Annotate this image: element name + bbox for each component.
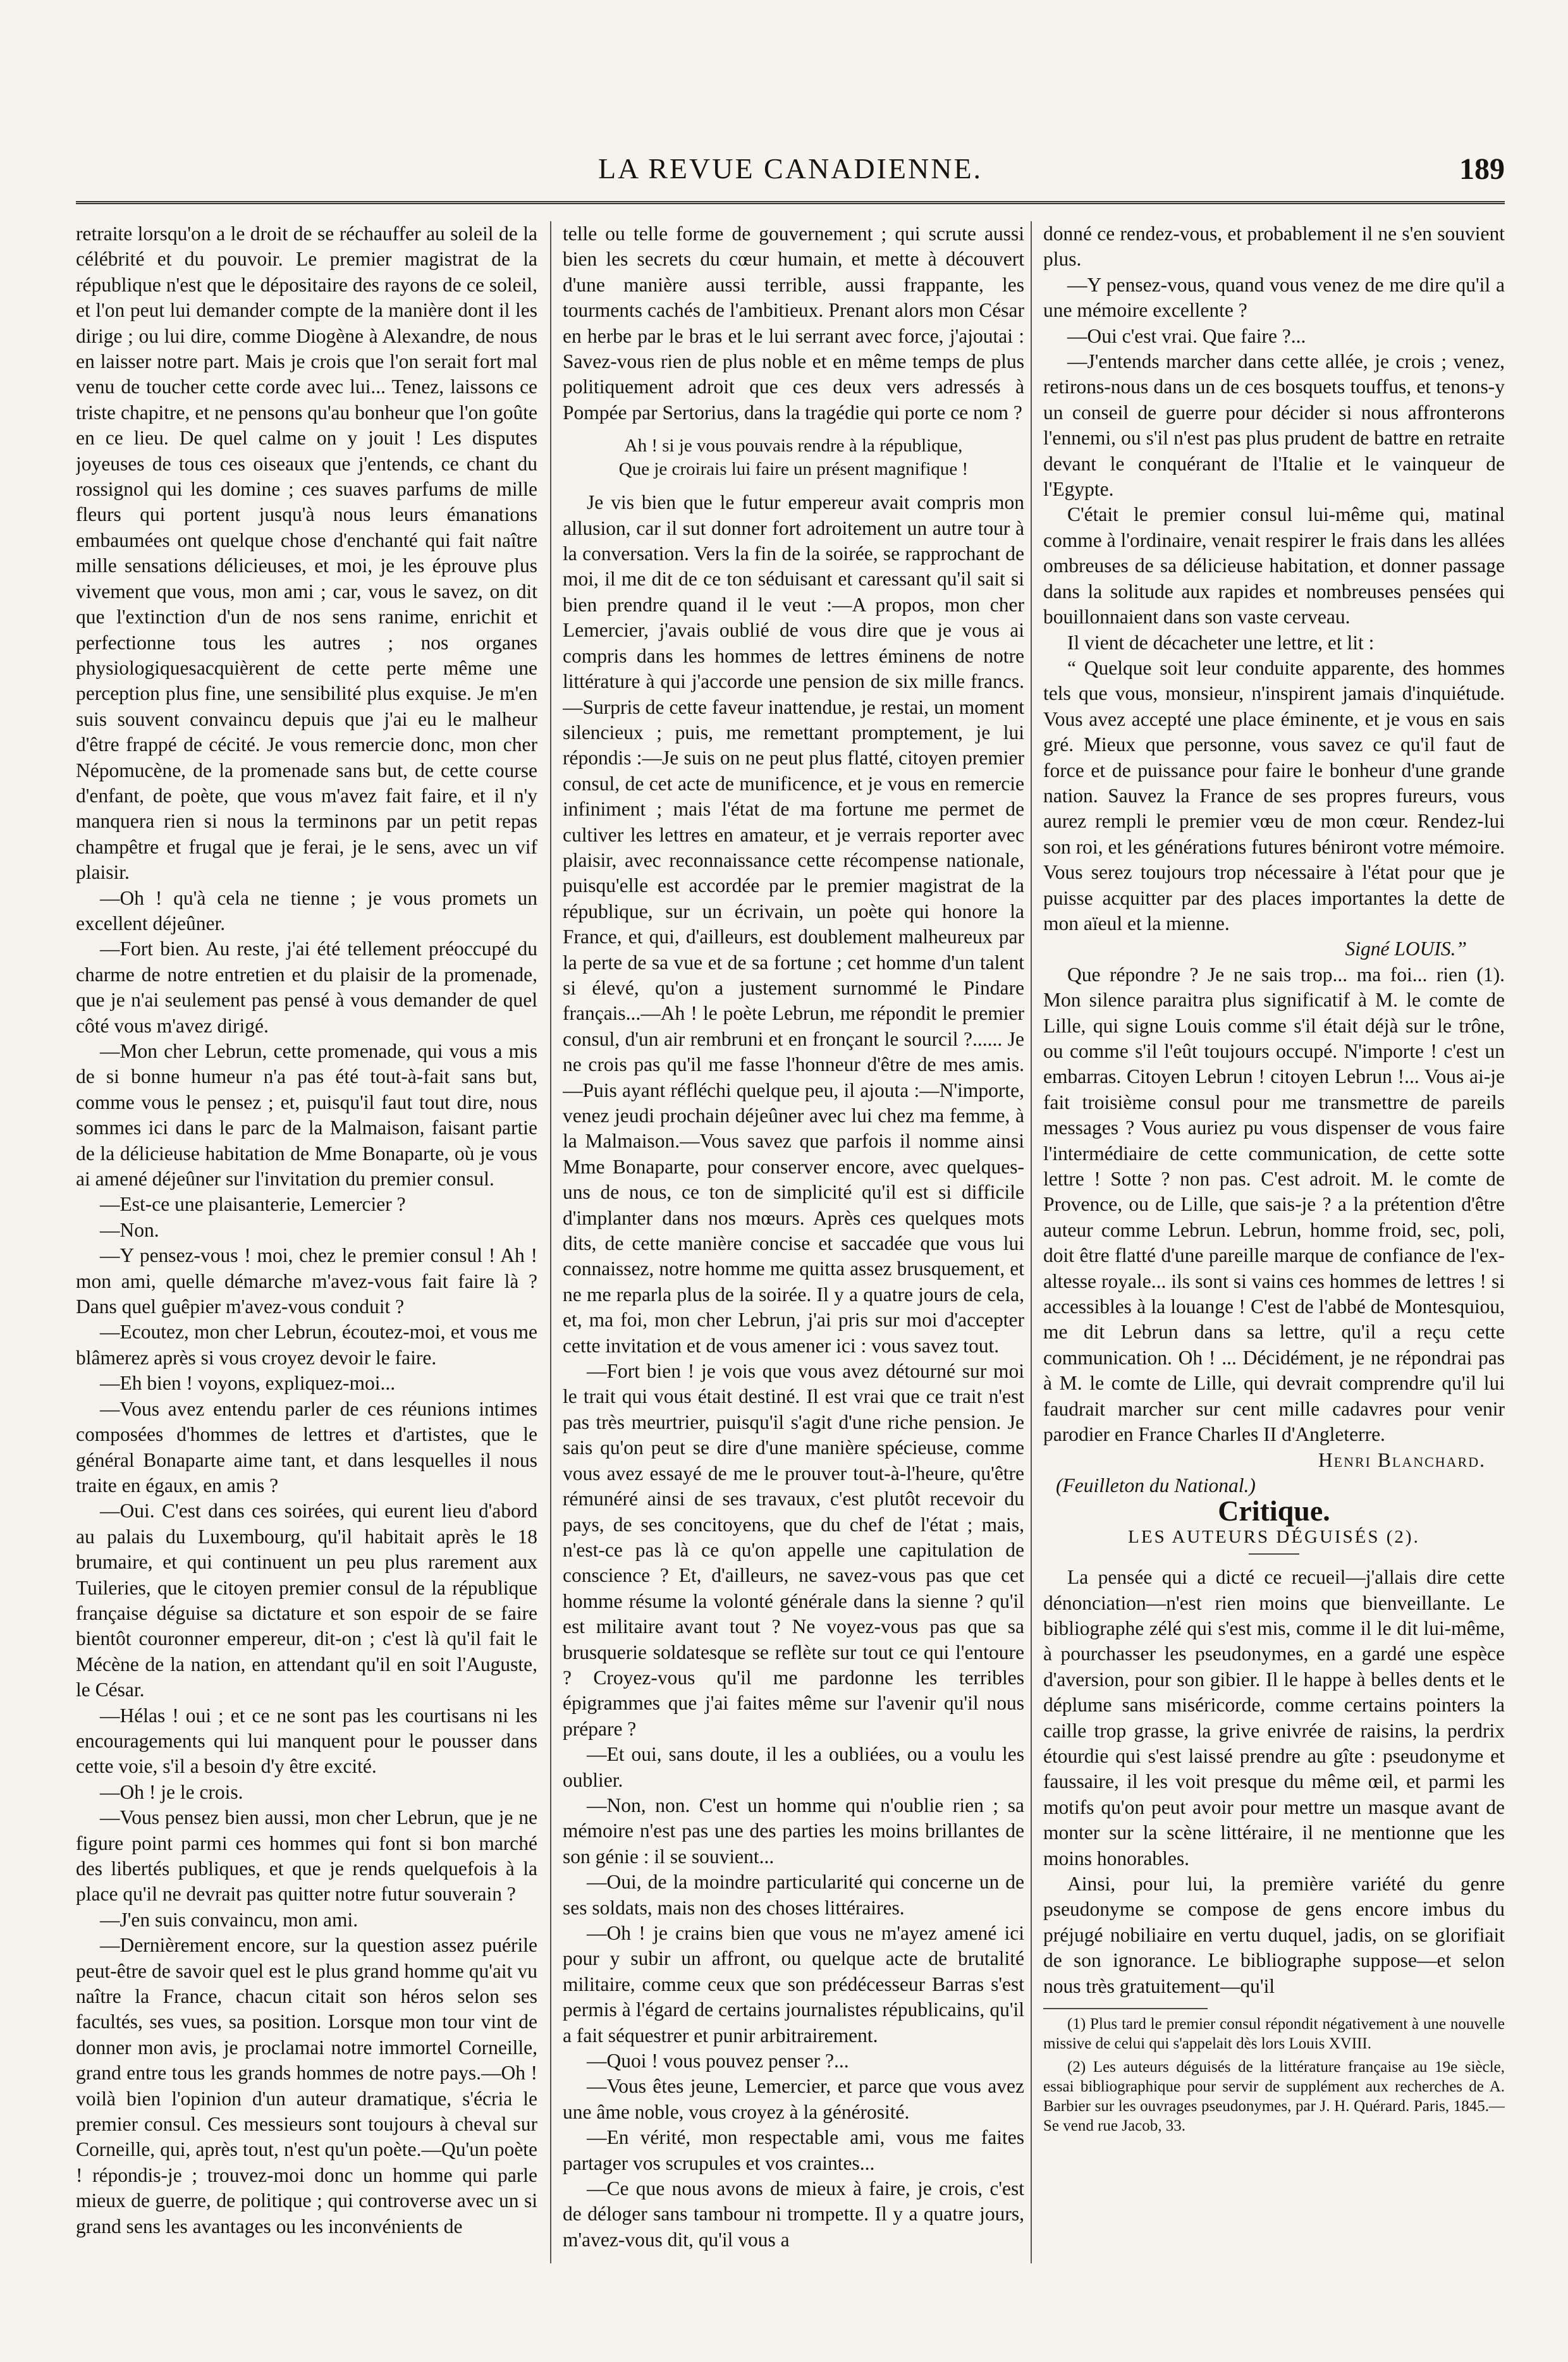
- column-1: [76, 221, 537, 2263]
- paragraph: —Ce que nous avons de mieux à faire, je crois, c'est de déloger sans tambour ni trompette. Il y a quatre jours, m'avez-vous dit, qu'il vous a: [563, 2177, 1024, 2251]
- paragraph: Ainsi, pour lui, la première variété du genre pseudonyme se compose de gens encore imbus du préjugé nobiliaire en vertu duquel, jadis, on se glorifiait de son ignorance. Le bibliographe suppose—et selon nous très gratuitement—qu'il: [1043, 1873, 1505, 1997]
- running-header: [76, 152, 1505, 202]
- paragraph: —Oh ! je le crois.: [100, 1780, 243, 1803]
- paragraph: Il vient de décacheter une lettre, et lit :: [1067, 631, 1375, 654]
- paragraph: La pensée qui a dicté ce recueil—j'allais dire cette dénonciation—n'est rien moins que bienveillante. Le bibliographe zélé qui s'est mis, comme il le dit lui-même, à pourchasser les pseudonymes, en a gardé une espèce d'aversion, pour son gibier. Il le happe à belles dents et le déplume sans miséricorde, comme certains pointers la caille trop grasse, la grive enivrée de raisins, la perdrix étourdie qui s'est laissé prendre au gîte : pseudonyme et faussaire, il les voit presque du même œil, et parmi les motifs qu'on peut avoir pour mettre un masque avant de monter sur la scène littéraire, il ne mentionne que les moins honorables.: [1043, 1566, 1505, 1869]
- paragraph: Je vis bien que le futur empereur avait compris mon allusion, car il sut donner fort adroitement un autre tour à la conversation. Vers la fin de la soirée, se rapprochant de moi, il me dit de ce ton séduisant et caressant qu'il sait si bien prendre quand il le veut :—A propos, mon cher Lemercier, j'avais oublié de vous dire que je vous ai compris dans les hommes de lettres éminens de notre littérature à qui j'accorde une pension de six mille francs.—Surpris de cette faveur inattendue, je restai, un moment silencieux ; puis, me remettant promptement, je lui répondis :—Je suis on ne peut plus flatté, citoyen premier consul, de cet acte de munificence, et je vous en remercie infiniment ; mais l'état de ma fortune me permet de cultiver les lettres en amateur, et je verrais reporter avec plaisir, avec reconnaissance cette récompense nationale, puisqu'elle est accordée par le premier magistrat de la république, sur un écrivain, un poète qui honore la France, et qui, d'ailleurs, est doublement malheureux par la perte de sa vue et de sa fortune ; cet homme d'un talent si élevé, qu'on a justement surnommé le Pindare français...—Ah ! le poète Lebrun, me répondit le premier consul, d'un air rembruni et en fronçant le sourcil ?...... Je ne crois pas qu'il me fasse l'honneur d'être de mes amis.—Puis ayant réfléchi quelque peu, il ajouta :—N'importe, venez jeudi prochain déjeûner avec lui chez ma femme, à la Malmaison.—Vous savez que parfois il nomme ainsi Mme Bonaparte, pour conserver encore, avec quelques-uns de nous, ce ton de simplicité qu'il est si difficile d'implanter dans nos mœurs. Après ces quelques mots dits, de cette manière concise et saccadée que vous lui connaissez, notre homme me quitta assez brusquement, et ne me reparla plus de la soirée. Il y a quatre jours de cela, et, ma foi, mon cher Lebrun, j'ai pris sur moi d'accepter cette invitation et de vous amener ici : vous savez tout.: [563, 491, 1024, 1357]
- column-2-text-after-verse: [563, 490, 1024, 2253]
- paragraph: donné ce rendez-vous, et probablement il ne s'en souvient plus.: [1043, 223, 1505, 271]
- paragraph: —Dernièrement encore, sur la question assez puérile peut-être de savoir quel est le plus grand homme qu'ait vu naître la France, chacun citait son héros selon ses facultés, ses vues, sa position. Lorsque mon tour vint de donner mon avis, je proclamai notre immortel Corneille, grand entre tous les grands hommes de notre pays.—Oh ! voilà bien l'opinion d'un auteur dramatique, s'écria le premier consul. Ces messieurs sont toujours à cheval sur Corneille, qui, après tout, n'est qu'un poète.—Qu'un poète ! répondis-je ; trouvez-moi donc un homme qui parle mieux de guerre, de politique ; qui controverse avec un si grand sens les avantages ou les inconvénients de: [76, 1934, 537, 2237]
- paragraph: —Oui, de la moindre particularité qui concerne un de ses soldats, mais non des choses littéraires.: [563, 1871, 1024, 1919]
- paragraph: —Hélas ! oui ; et ce ne sont pas les courtisans ni les encouragements qui lui manquent pour le pousser dans cette voie, s'il a besoin d'y être excité.: [76, 1704, 537, 1778]
- page-number: 189: [1459, 152, 1505, 186]
- journal-title: LA REVUE CANADIENNE.: [597, 152, 983, 185]
- paragraph: —J'entends marcher dans cette allée, je crois ; venez, retirons-nous dans un de ces bosquets touffus, et tenons-y un conseil de guerre pour décider si nous affronterons l'ennemi, ou s'il n'est pas plus prudent de battre en retraite devant le conquérant de l'Italie et le vainqueur de l'Egypte.: [1043, 350, 1505, 501]
- header-rule: [76, 201, 1505, 204]
- article-author: Henri Blanchard.: [1318, 1448, 1486, 1471]
- paragraph: —Fort bien. Au reste, j'ai été tellement préoccupé du charme de notre entretien et du plaisir de la promenade, que je n'ai seulement pas pensé à vous demander de quel côté vous m'avez dirigé.: [76, 938, 537, 1037]
- paragraph: —Quoi ! vous pouvez penser ?...: [587, 2050, 849, 2072]
- paragraph: —Est-ce une plaisanterie, Lemercier ?: [100, 1193, 406, 1216]
- article-source: (Feuilleton du National.): [1056, 1474, 1256, 1496]
- verse-line: Que je croirais lui faire un présent magnifique !: [618, 459, 969, 480]
- paragraph: —Et oui, sans doute, il les a oubliées, ou a voulu les oublier.: [563, 1743, 1024, 1791]
- column-divider-1: [550, 221, 551, 2263]
- verse-line: Ah ! si je vous pouvais rendre à la république,: [624, 436, 963, 456]
- page: [76, 0, 1505, 2362]
- paragraph: —Vous êtes jeune, Lemercier, et parce que vous avez une âme noble, vous croyez à la générosité.: [563, 2075, 1024, 2123]
- paragraph: —Oui. C'est dans ces soirées, qui eurent lieu d'abord au palais du Luxembourg, qu'il habitait après le 18 brumaire, et qui continuent un peu plus rarement aux Tuileries, que le citoyen premier consul de la république française déguise sa dictature et son espoir de se faire bientôt couronner empereur, dit-on ; c'est là qu'il fait le Mécène de la nation, en attendant qu'il en soit l'Auguste, le César.: [76, 1500, 537, 1701]
- column-3: [1043, 221, 1505, 2263]
- paragraph: —Non, non. C'est un homme qui n'oublie rien ; sa mémoire n'est pas une des parties les moins brillantes de son génie : il se souvient...: [563, 1794, 1024, 1868]
- paragraph: —Vous avez entendu parler de ces réunions intimes composées d'hommes de lettres et d'artistes, que le général Bonaparte aime tant, et dans lesquelles il nous traite en égaux, en amis ?: [76, 1397, 537, 1496]
- critique-text: [1043, 1565, 1505, 1999]
- paragraph: —Fort bien ! je vois que vous avez détourné sur moi le trait qui vous était destiné. Il est vrai que ce trait n'est pas très meurtrier, puisqu'il s'agit d'une riche pension. Je sais qu'on peut se dire d'une manière spécieuse, comme vous avez essayé de me le prouver tout-à-l'heure, qu'être rémunéré ainsi de ses travaux, c'est plutôt recevoir du pays, de ses concitoyens, que du chef de l'état ; mais, n'est-ce pas là ce qu'on appelle une capitulation de conscience ? Et, d'ailleurs, ne savez-vous pas que cet homme résume la volonté générale dans la sienne ? qu'il est militaire avant tout ? Ne voyez-vous pas que sa brusquerie soldatesque se reflète sur tout ce qui l'entoure ? Croyez-vous qu'il me pardonne les terribles épigrammes que j'ai faites même sur l'avenir qu'il nous prépare ?: [563, 1360, 1024, 1740]
- paragraph: C'était le premier consul lui-même qui, matinal comme à l'ordinaire, venait respirer le frais dans les allées ombreuses de sa délicieuse habitation, et donner passage dans la solitude aux rapides et nombreuses pensées qui bouillonnaient dans son vaste cerveau.: [1043, 503, 1505, 628]
- paragraph: —Eh bien ! voyons, expliquez-moi...: [100, 1372, 396, 1395]
- paragraph: —Vous pensez bien aussi, mon cher Lebrun, que je ne figure point parmi ces hommes qui font si bon marché des libertés publiques, et que je rends quelquefois à la place qu'il ne devrait pas quitter notre futur souverain ?: [76, 1806, 537, 1906]
- column-2: [563, 221, 1024, 2263]
- paragraph: —En vérité, mon respectable ami, vous me faites partager vos scrupules et vos craintes...: [563, 2126, 1024, 2174]
- paragraph: “ Quelque soit leur conduite apparente, des hommes tels que vous, monsieur, n'inspirent jamais d'inquiétude. Vous avez accepté une place éminente, et je vous en sais gré. Mieux que personne, vous savez ce qu'il faut de force et de puissance pour faire le bonheur d'une grande nation. Sauvez la France de ses propres fureurs, vous aurez rempli le premier vœu de mon cœur. Rendez-lui son roi, et les générations futures béniront votre mémoire. Vous serez toujours trop nécessaire à l'état pour que je puisse acquitter par des places importantes la dette de mon aïeul et la mienne.: [1043, 656, 1505, 934]
- column-3-text-2: [1043, 962, 1505, 1448]
- column-3-text: [1043, 221, 1505, 936]
- section-title: Critique.: [1218, 1495, 1330, 1527]
- paragraph: —Oh ! je crains bien que vous ne m'ayez amené ici pour y subir un affront, ou quelque acte de brutalité militaire, comme ceux que son prédécesseur Barras s'est permis à l'égard de certains journalistes républicains, qu'il a fait séquestrer et punir arbitrairement.: [563, 1922, 1024, 2047]
- footnote: (2) Les auteurs déguisés de la littérature française au 19e siècle, essai bibliographique pour servir de supplément aux recherches de A. Barbier sur les ouvrages pseudonymes, par J. H. Quérard. Paris, 1845.—Se vend rue Jacob, 33.: [1043, 2059, 1505, 2135]
- paragraph: —Y pensez-vous, quand vous venez de me dire qu'il a une mémoire excellente ?: [1043, 273, 1505, 322]
- paragraph: —Ecoutez, mon cher Lebrun, écoutez-moi, et vous me blâmerez après si vous croyez devoir le faire.: [76, 1321, 537, 1369]
- paragraph: telle ou telle forme de gouvernement ; qui scrute aussi bien les secrets du cœur humain, et mette à découvert d'une manière aussi terrible, aussi frappante, les tourments cachés de l'ambitieux. Prenant alors mon César en herbe par le bras et le lui serrant avec force, j'ajoutai : Savez-vous rien de plus noble et en même temps de plus politiquement adroit que ces deux vers adressés à Pompée par Sertorius, dans la tragédie qui porte ce nom ?: [563, 223, 1024, 424]
- footnote: (1) Plus tard le premier consul répondit négativement à une nouvelle missive de celui qui s'appelait dès lors Louis XVIII.: [1043, 2016, 1505, 2053]
- paragraph: —Oh ! qu'à cela ne tienne ; je vous promets un excellent déjeûner.: [76, 886, 537, 934]
- paragraph: —Y pensez-vous ! moi, chez le premier consul ! Ah ! mon ami, quelle démarche m'avez-vous fait faire là ? Dans quel guêpier m'avez-vous conduit ?: [76, 1244, 537, 1318]
- verse-quote: [563, 434, 1024, 481]
- paragraph: Que répondre ? Je ne sais trop... ma foi... rien (1). Mon silence paraitra plus significatif à M. le comte de Lille, qui signe Louis comme s'il était déjà sur le trône, ou comme s'il l'eût toujours occupé. N'importe ! c'est un embarras. Citoyen Lebrun ! citoyen Lebrun !... Vous ai-je fait troisième consul pour me transmettre de pareils messages ? Vous auriez pu vous dispenser de vous faire l'intermédiaire de cette communication, de cette sotte lettre ! Sotte ? non pas. C'est adroit. M. le comte de Provence, ou de Lille, que sais-je ? a la prétention d'être auteur comme Lebrun. Lebrun, homme froid, sec, poli, doit être flatté d'une pareille marque de confiance de l'ex-altesse royale... ils sont si vains ces hommes de lettres ! si accessibles à la louange ! C'est de l'abbé de Montesquiou, me dit Lebrun dans sa lettre, qu'il a reçu cette communication. Oh ! ... Décidément, je ne répondrai pas à M. le comte de Lille, qui devrait comprendre qu'il lui faudrait marcher sur cent mille cadavres pour venir parodier en France Charles II d'Angleterre.: [1043, 963, 1505, 1446]
- paragraph: —Oui c'est vrai. Que faire ?...: [1067, 324, 1306, 347]
- footnote-rule: [1043, 2008, 1208, 2009]
- paragraph: —Non.: [100, 1218, 159, 1241]
- footnotes: [1043, 2014, 1505, 2136]
- letter-signature: Signé LOUIS.”: [1345, 938, 1467, 960]
- paragraph: —Mon cher Lebrun, cette promenade, qui vous a mis de si bonne humeur n'a pas été tout-à-fait sans but, comme vous le pensez ; et, puisqu'il faut tout dire, nous sommes ici dans le parc de la Malmaison, faisant partie de la délicieuse habitation de Mme Bonaparte, où je vous ai amené déjeûner sur l'invitation du premier consul.: [76, 1040, 537, 1190]
- section-rule: [1249, 1553, 1299, 1555]
- paragraph: retraite lorsqu'on a le droit de se réchauffer au soleil de la célébrité et du pouvoir. Le premier magistrat de la république n'est que le dépositaire des rayons de ce soleil, et l'on peut lui demander compte de la manière dont il les dirige ; ou lui dire, comme Diogène à Alexandre, de nous en laisser notre part. Mais je crois que l'on serait fort mal venu de toucher cette corde avec lui... Tenez, laissons ce triste chapitre, et ne pensons qu'au bonheur que l'on goûte en ce lieu. De quel calme on y jouit ! Les disputes joyeuses de tous ces oiseaux que j'entends, ce chant du rossignol qui les domine ; ces suaves parfums de mille fleurs qui portent jusqu'à nous leurs émanations embaumées ont quelque chose d'enchanté qui fait naître mille sensations délicieuses, et moi, je les éprouve plus vivement que vous, mon ami ; car, vous le savez, on dit que l'extinction d'un de nos sens ranime, enrichit et perfectionne tous les autres ; nos organes physiologiquesacquièrent de cette perte même une perception plus fine, une sensibilité plus exquise. Je m'en suis souvent convaincu depuis que j'ai eu le malheur d'être frappé de cécité. Je vous remercie donc, mon cher Népomucène, de la promenade sans but, de cette course d'enfant, de poète, que vous m'avez fait faire, et il n'y manquera rien si nous la terminons par un petit repas champêtre et frugal que je ferai, je le sens, avec un vif plaisir.: [76, 223, 537, 884]
- section-subtitle: LES AUTEURS DÉGUISÉS (2).: [1128, 1526, 1420, 1547]
- column-2-text-before-verse: [563, 221, 1024, 425]
- column-divider-2: [1031, 221, 1032, 2263]
- paragraph: —J'en suis convaincu, mon ami.: [100, 1908, 358, 1931]
